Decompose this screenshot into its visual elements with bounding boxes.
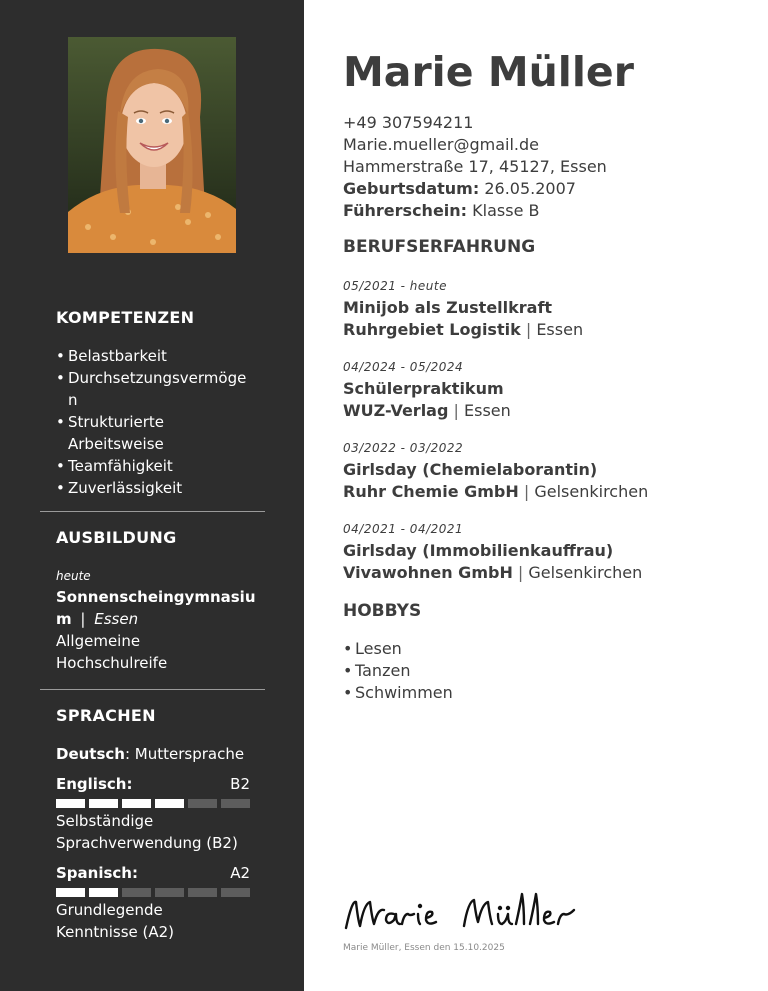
level-bar	[155, 888, 184, 897]
job-separator: |	[525, 320, 532, 339]
job-company: Ruhr Chemie GmbH	[343, 482, 519, 501]
spanish-level-bars	[56, 888, 250, 897]
language-german-value: : Muttersprache	[124, 745, 245, 763]
job-date: 03/2022 - 03/2022	[343, 441, 464, 455]
language-english-label: Englisch:	[56, 775, 133, 793]
education-entry	[56, 566, 256, 674]
competences-title: KOMPETENZEN	[56, 308, 195, 327]
job-date: 04/2021 - 04/2021	[343, 522, 464, 536]
email: Marie.mueller@gmail.de	[343, 135, 539, 154]
list-item: • Belastbarkeit	[56, 345, 256, 367]
language-spanish-level: A2	[230, 864, 250, 882]
language-german	[56, 743, 250, 765]
job-separator: |	[523, 482, 530, 501]
list-item: • Teamfähigkeit	[56, 455, 256, 477]
languages-block	[56, 743, 250, 943]
job-separator: |	[453, 401, 459, 420]
divider	[40, 689, 265, 690]
language-english-desc: Selbständige Sprachverwendung (B2)	[56, 812, 238, 852]
list-item: • Lesen	[343, 638, 453, 660]
license-label: Führerschein:	[343, 201, 468, 220]
list-item: • Durchsetzungsvermöge n	[56, 367, 256, 411]
phone: +49 307594211	[343, 113, 474, 132]
job-entry	[343, 439, 753, 503]
job-separator: |	[517, 563, 524, 582]
language-spanish-label: Spanisch:	[56, 864, 138, 882]
list-item: • Tanzen	[343, 660, 453, 682]
level-bar	[89, 888, 118, 897]
sidebar	[0, 0, 304, 991]
job-entry	[343, 520, 753, 584]
signature-caption: Marie Müller, Essen den 15.10.2025	[343, 943, 505, 953]
birthdate-value: 26.05.2007	[484, 179, 576, 198]
divider	[40, 511, 265, 512]
contact-block	[343, 112, 607, 222]
list-item: • Strukturierte Arbeitsweise	[56, 411, 256, 455]
hobbies-list	[343, 638, 453, 704]
education-title: AUSBILDUNG	[56, 528, 177, 547]
level-bar	[221, 888, 250, 897]
level-bar	[155, 799, 184, 808]
hobbies-title: HOBBYS	[343, 601, 422, 621]
job-city: Essen	[536, 320, 584, 339]
job-title: Schülerpraktikum	[343, 379, 504, 398]
education-school: Sonnenscheingymnasiu m	[56, 588, 256, 628]
job-title: Girlsday (Chemielaborantin)	[343, 460, 598, 479]
education-date: heute	[56, 569, 91, 583]
job-city: Essen	[464, 401, 511, 420]
level-bar	[89, 799, 118, 808]
job-entry	[343, 277, 753, 341]
education-city: Essen	[94, 610, 139, 628]
address: Hammerstraße 17, 45127, Essen	[343, 157, 607, 176]
education-separator: |	[80, 610, 86, 628]
level-bar	[122, 888, 151, 897]
level-bar	[122, 799, 151, 808]
page-title: Marie Müller	[343, 48, 634, 96]
job-entry	[343, 358, 753, 422]
job-company: WUZ-Verlag	[343, 401, 449, 420]
signature	[342, 880, 602, 940]
list-item: • Zuverlässigkeit	[56, 477, 256, 499]
job-date: 05/2021 - heute	[343, 279, 447, 293]
job-city: Gelsenkirchen	[534, 482, 649, 501]
job-city: Gelsenkirchen	[528, 563, 643, 582]
job-date: 04/2024 - 05/2024	[343, 360, 464, 374]
competences-list	[56, 345, 256, 499]
list-item: • Schwimmen	[343, 682, 453, 704]
experience-title: BERUFSERFAHRUNG	[343, 237, 536, 257]
language-spanish-desc: Grundlegende Kenntnisse (A2)	[56, 901, 175, 941]
level-bar	[56, 888, 85, 897]
birthdate	[343, 178, 607, 200]
license	[343, 200, 607, 222]
languages-title: SPRACHEN	[56, 706, 156, 725]
level-bar	[188, 888, 217, 897]
english-level-bars	[56, 799, 250, 808]
birthdate-label: Geburtsdatum:	[343, 179, 480, 198]
level-bar	[221, 799, 250, 808]
job-title: Girlsday (Immobilienkauffrau)	[343, 541, 614, 560]
job-company: Ruhrgebiet Logistik	[343, 320, 521, 339]
language-spanish	[56, 862, 250, 884]
level-bar	[188, 799, 217, 808]
language-english	[56, 773, 250, 795]
license-value: Klasse B	[472, 201, 540, 220]
language-german-label: Deutsch	[56, 745, 125, 763]
job-company: Vivawohnen GmbH	[343, 563, 513, 582]
language-english-level: B2	[230, 775, 250, 793]
job-title: Minijob als Zustellkraft	[343, 298, 553, 317]
profile-photo	[68, 37, 236, 253]
education-degree: Allgemeine Hochschulreife	[56, 632, 168, 672]
level-bar	[56, 799, 85, 808]
